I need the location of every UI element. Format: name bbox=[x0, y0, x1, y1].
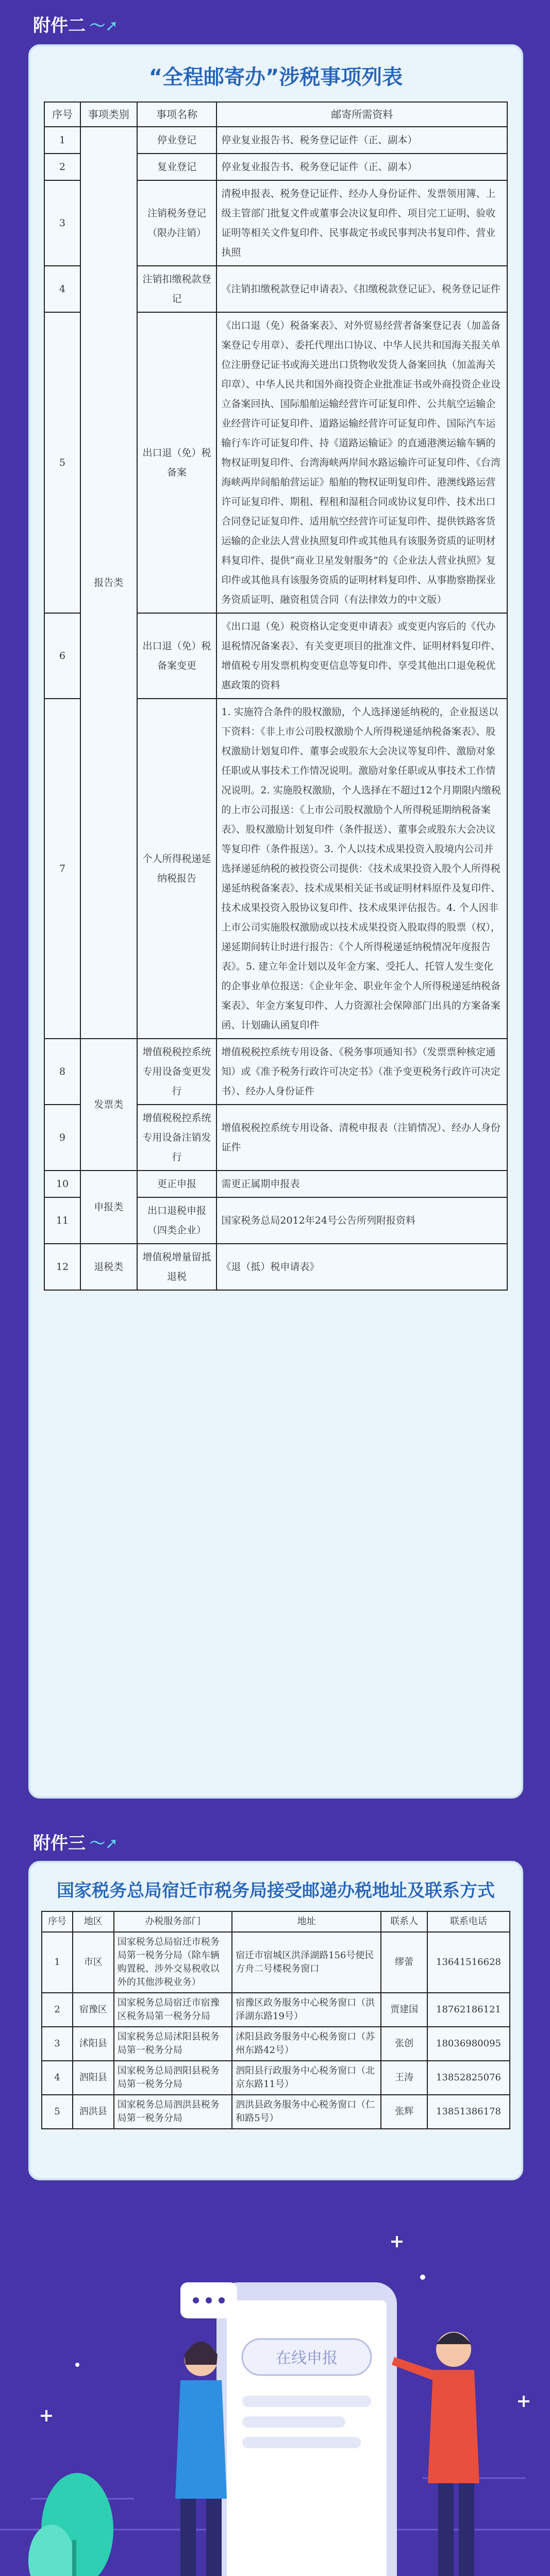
header-cell: 序号 bbox=[44, 102, 80, 127]
table-row bbox=[44, 1039, 507, 1105]
phone-cell: 13851386178 bbox=[427, 2095, 510, 2129]
table-row bbox=[42, 1932, 510, 1993]
item-name: 个人所得税递延纳税报告 bbox=[137, 699, 217, 1039]
item-materials: 清税申报表、税务登记证件、经办人身份证件、发票领用簿、上级主管部门批复文件或董事会决议复印件、项目完工证明、验收证明等相关文件复印件、民事裁定书或民事判决书复印件、营业执照 bbox=[216, 180, 507, 266]
online-filing-illustration bbox=[0, 2210, 550, 2576]
table-row bbox=[42, 1993, 510, 2027]
phone-cell: 13641516628 bbox=[427, 1932, 510, 1993]
contact-cell: 王涛 bbox=[381, 2061, 427, 2095]
row-no: 3 bbox=[42, 2027, 73, 2061]
header-cell: 事项名称 bbox=[137, 102, 217, 127]
area-cell: 宿豫区 bbox=[73, 1993, 114, 2027]
item-name: 注销扣缴税款登记 bbox=[137, 266, 217, 312]
phone-cell: 18762186121 bbox=[427, 1993, 510, 2027]
dept-cell: 国家税务总局沭阳县税务局第一税务分局 bbox=[114, 2027, 232, 2061]
address-cell: 泗阳县行政服务中心税务窗口（北京东路11号） bbox=[232, 2061, 381, 2095]
dept-cell: 国家税务总局宿迁市宿豫区税务局第一税务分局 bbox=[114, 1993, 232, 2027]
item-materials: 停业复业报告书、税务登记证件（正、副本） bbox=[216, 127, 507, 154]
item-materials: 《注销扣缴税款登记申请表》、《扣缴税款登记证》、税务登记证件 bbox=[216, 266, 507, 312]
chat-bubble-icon bbox=[180, 2282, 237, 2318]
header-cell: 办税服务部门 bbox=[114, 1911, 232, 1932]
row-no: 9 bbox=[44, 1105, 80, 1171]
table-header-row bbox=[42, 1911, 510, 1932]
item-materials: 停业复业报告书、税务登记证件（正、副本） bbox=[216, 154, 507, 180]
item-materials: 《退（抵）税申请表》 bbox=[216, 1244, 507, 1290]
item-materials: 增值税税控系统专用设备、《税务事项通知书》（发票票种核定通知）或《准予税务行政许可决定书》（准予变更税务行政许可决定书）、经办人身份证件 bbox=[216, 1039, 507, 1105]
annex2-label bbox=[33, 11, 118, 37]
header-cell: 事项类别 bbox=[80, 102, 137, 127]
phone-cell: 13852825076 bbox=[427, 2061, 510, 2095]
row-no: 5 bbox=[44, 312, 80, 613]
item-name: 停业登记 bbox=[137, 127, 217, 154]
annex3-label-text: 附件三 bbox=[33, 1833, 86, 1854]
contact-cell: 张创 bbox=[381, 2027, 427, 2061]
row-no: 5 bbox=[42, 2095, 73, 2129]
item-name: 增值税税控系统专用设备变更发行 bbox=[137, 1039, 217, 1105]
squiggle-icon: 〜➚ bbox=[90, 16, 119, 35]
area-cell: 沭阳县 bbox=[73, 2027, 114, 2061]
header-cell: 地区 bbox=[73, 1911, 114, 1932]
row-no: 4 bbox=[44, 266, 80, 312]
header-cell: 邮寄所需资料 bbox=[216, 102, 507, 127]
header-cell: 联系电话 bbox=[427, 1911, 510, 1932]
header-cell: 地址 bbox=[232, 1911, 381, 1932]
item-name: 增值税税控系统专用设备注销发行 bbox=[137, 1105, 217, 1171]
table-row bbox=[44, 1244, 507, 1290]
header-cell: 联系人 bbox=[381, 1911, 427, 1932]
annex2-label-text: 附件二 bbox=[33, 15, 86, 36]
annex2-card bbox=[28, 44, 523, 1799]
item-materials: 需更正属期申报表 bbox=[216, 1171, 507, 1197]
row-no: 12 bbox=[44, 1244, 80, 1290]
item-materials: 增值税税控系统专用设备、清税申报表（注销情况）、经办人身份证件 bbox=[216, 1105, 507, 1171]
item-materials: 1. 实施符合条件的股权激励，个人选择递延纳税的，企业报送以下资料：《非上市公司股权激励个人所得税递延纳税备案表》、股权激励计划复印件、董事会或股东大会决议等复印件、激励对象任职或从事技术工作情况说明。激励对象任职或从事技术工作情况说明。2. 实施股权激励，个人选择在不超过12个月期限内缴税的上市公司报送：《上市公司股权激励个人所得税延期纳税备案表》、股权激励计划复印件（条件报送）、董事会或股东大会决议等复印件（条件报送）。3. 个人以技术成果投资入股境内公司并选择递延纳税的被投资公司提供：《技术成果投资入股个人所得税递延纳税备案表》、技术成果相关证书或证明材料原件及复印件、技术成果投资入股协议复印件、技术成果评估报告。4. 个人因非上市公司实施股权激励或以技术成果投资入股取得的股票（权），递延期间转让时进行报告：《个人所得税递延纳税情况年度报告表》。5. 建立年金计划以及年金方案、受托人、托管人发生变化的企事业单位报送：《企业年金、职业年金个人所得税递延纳税备案表》、年金方案复印件、人力资源社会保障部门出具的方案备案函、计划确认函复印件 bbox=[216, 699, 507, 1039]
item-name: 出口退税申报（四类企业） bbox=[137, 1197, 217, 1244]
area-cell: 泗阳县 bbox=[73, 2061, 114, 2095]
phone-cell: 18036980095 bbox=[427, 2027, 510, 2061]
item-name: 出口退（免）税备案变更 bbox=[137, 613, 217, 699]
item-name: 更正申报 bbox=[137, 1171, 217, 1197]
annex2-table bbox=[44, 101, 508, 1291]
item-materials: 《出口退（免）税资格认定变更申请表》或变更内容后的《代办退税情况备案表》、有关变更项目的批准文件、证明材料复印件、增值税专用发票机构变更信息等复印件、享受其他出口退免税优惠政策的资料 bbox=[216, 613, 507, 699]
table-row bbox=[44, 1171, 507, 1197]
row-no: 1 bbox=[42, 1932, 73, 1993]
item-name: 出口退（免）税备案 bbox=[137, 312, 217, 613]
phone-icon bbox=[216, 2282, 397, 2576]
table-header-row bbox=[44, 102, 507, 127]
table-row bbox=[42, 2095, 510, 2129]
item-name: 复业登记 bbox=[137, 154, 217, 180]
contact-cell: 贾建国 bbox=[381, 1993, 427, 2027]
contact-cell: 张辉 bbox=[381, 2095, 427, 2129]
category-cell: 发票类 bbox=[80, 1039, 137, 1171]
area-cell: 泗洪县 bbox=[73, 2095, 114, 2129]
category-cell: 报告类 bbox=[80, 127, 137, 1039]
area-cell: 市区 bbox=[73, 1932, 114, 1993]
address-cell: 沭阳县政务服务中心税务窗口（苏州东路42号） bbox=[232, 2027, 381, 2061]
table-row bbox=[42, 2027, 510, 2061]
item-name: 注销税务登记（限办注销） bbox=[137, 180, 217, 266]
row-no: 8 bbox=[44, 1039, 80, 1105]
header-cell: 序号 bbox=[42, 1911, 73, 1932]
address-cell: 宿豫区政务服务中心税务窗口（洪泽湖东路19号） bbox=[232, 1993, 381, 2027]
table-row bbox=[44, 127, 507, 154]
table-row bbox=[42, 2061, 510, 2095]
item-materials: 国家税务总局2012年24号公告所列附报资料 bbox=[216, 1197, 507, 1244]
squiggle-icon: 〜➚ bbox=[90, 1834, 119, 1853]
item-name: 增值税增量留抵退税 bbox=[137, 1244, 217, 1290]
row-no: 1 bbox=[44, 127, 80, 154]
row-no: 6 bbox=[44, 613, 80, 699]
contact-cell: 缪蕾 bbox=[381, 1932, 427, 1993]
row-no: 7 bbox=[44, 699, 80, 1039]
annex3-table bbox=[41, 1911, 510, 2129]
category-cell: 退税类 bbox=[80, 1244, 137, 1290]
item-materials: 《出口退（免）税备案表》、对外贸易经营者备案登记表（加盖备案登记专用章）、委托代理出口协议、中华人民共和国海关报关单位注册登记证书或海关进出口货物收发货人备案回执（加盖海关印章）、中华人民共和国外商投资企业批准证书或外商投资企业设立备案回执、国际船舶运输经营许可证复印件、公共航空运输企业经营许可证复印件、道路运输经营许可证复印件、国际汽车运输行车许可证复印件、持《道路运输证》的直通港澳运输车辆的物权证明复印件、台湾海峡两岸间水路运输许可证复印件、《台湾海峡两岸间船舶营运证》船舶的物权证明复印件、港澳线路运营许可证复印件、期租、程租和湿租合同或协议复印件、技术出口合同登记证复印件、适用航空经营许可证复印件、提供铁路客货运输的企业法人营业执照复印件或其他具有该服务资质的证明材料复印件、提供“商业卫星发射服务”的《企业法人营业执照》复印件或其他具有该服务资质的证明材料复印件、从事勘察勘探业务资质证明、融资租赁合同（有法律效力的中文版） bbox=[216, 312, 507, 613]
address-cell: 宿迁市宿城区洪泽湖路156号便民方舟二号楼税务窗口 bbox=[232, 1932, 381, 1993]
annex3-card bbox=[28, 1861, 523, 2180]
category-cell: 申报类 bbox=[80, 1171, 137, 1244]
annex3-label bbox=[33, 1829, 118, 1854]
row-no: 3 bbox=[44, 180, 80, 266]
annex2-title: “全程邮寄办”涉税事项列表 bbox=[148, 65, 403, 89]
annex3-title: 国家税务总局宿迁市税务局接受邮递办税地址及联系方式 bbox=[57, 1880, 495, 1901]
row-no: 10 bbox=[44, 1171, 80, 1197]
row-no: 4 bbox=[42, 2061, 73, 2095]
dept-cell: 国家税务总局宿迁市税务局第一税务分局（除车辆购置税、涉外交易税收以外的其他涉税业务） bbox=[114, 1932, 232, 1993]
row-no: 2 bbox=[44, 154, 80, 180]
row-no: 2 bbox=[42, 1993, 73, 2027]
screen-title: 在线申报 bbox=[276, 2349, 338, 2367]
address-cell: 泗洪县政务服务中心税务窗口（仁和路5号） bbox=[232, 2095, 381, 2129]
plant-decoration bbox=[28, 2473, 113, 2576]
row-no: 11 bbox=[44, 1197, 80, 1244]
dept-cell: 国家税务总局泗洪县税务局第一税务分局 bbox=[114, 2095, 232, 2129]
man-figure bbox=[392, 2332, 479, 2576]
dept-cell: 国家税务总局泗阳县税务局第一税务分局 bbox=[114, 2061, 232, 2095]
